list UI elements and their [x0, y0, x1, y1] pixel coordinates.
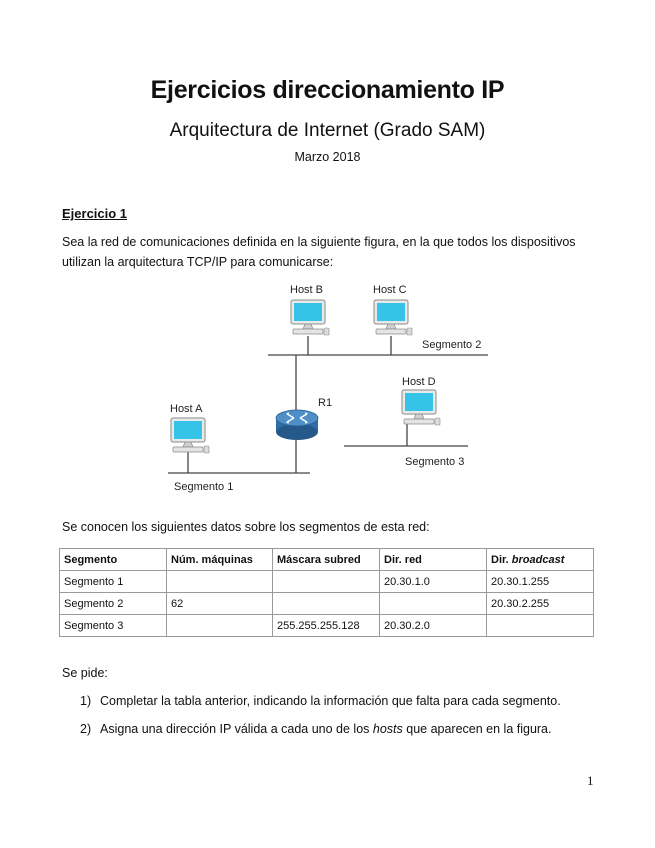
header-segment: Segmento	[60, 549, 167, 571]
task-number: 2)	[80, 722, 92, 736]
task-number: 1)	[80, 694, 92, 708]
router-label: R1	[318, 397, 333, 409]
list-item	[80, 721, 561, 749]
table-row	[60, 571, 594, 593]
cell-segment: Segmento 2	[60, 593, 167, 615]
router-icon	[276, 410, 318, 440]
asks-text: Se pide:	[62, 666, 108, 680]
host-d-label: Host D	[402, 376, 436, 388]
cell-net: 20.30.2.0	[380, 615, 487, 637]
exercise-intro: Sea la red de comunicaciones definida en la siguiente figura, en la que todos los dispositivos utilizan la arquitectura TCP/IP para comunicarse:	[62, 235, 576, 269]
cell-broadcast: 20.30.1.255	[487, 571, 594, 593]
cell-segment: Segmento 3	[60, 615, 167, 637]
cell-broadcast: 20.30.2.255	[487, 593, 594, 615]
host-c-computer-icon	[374, 300, 412, 335]
host-a-label: Host A	[170, 403, 203, 415]
cell-net	[380, 593, 487, 615]
host-a-computer-icon	[171, 418, 209, 453]
task-list	[80, 693, 561, 749]
header-hosts: Núm. máquinas	[167, 549, 273, 571]
cell-hosts	[167, 615, 273, 637]
table-row	[60, 615, 594, 637]
known-data-text: Se conocen los siguientes datos sobre los segmentos de esta red:	[62, 520, 430, 534]
cell-hosts: 62	[167, 593, 273, 615]
host-b-label: Host B	[290, 284, 324, 296]
host-d-computer-icon	[402, 390, 440, 425]
segments-table	[59, 548, 594, 637]
page-number: 1	[587, 773, 594, 788]
cell-mask	[273, 593, 380, 615]
cell-mask	[273, 571, 380, 593]
cell-segment: Segmento 1	[60, 571, 167, 593]
segment-1-label: Segmento 1	[174, 481, 234, 493]
host-c-label: Host C	[373, 284, 407, 296]
table-header-row	[60, 549, 594, 571]
list-item	[80, 693, 561, 721]
page-subtitle: Arquitectura de Internet (Grado SAM)	[169, 120, 486, 141]
table-row	[60, 593, 594, 615]
exercise-heading: Ejercicio 1	[62, 206, 128, 221]
header-broadcast: Dir. broadcast	[487, 549, 594, 571]
cell-hosts	[167, 571, 273, 593]
task-text-after: que aparecen en la figura.	[402, 722, 552, 736]
cell-mask: 255.255.255.128	[273, 615, 380, 637]
host-b-computer-icon	[291, 300, 329, 335]
segment-2-label: Segmento 2	[422, 339, 482, 351]
task-text: Asigna una dirección IP válida a cada uno de los	[100, 722, 373, 736]
task-italic: hosts	[372, 722, 403, 736]
task-text: Completar la tabla anterior, indicando la información que falta para cada segmento.	[100, 694, 561, 708]
network-diagram	[160, 280, 500, 495]
cell-net: 20.30.1.0	[380, 571, 487, 593]
header-net: Dir. red	[380, 549, 487, 571]
cell-broadcast	[487, 615, 594, 637]
page-title: Ejercicios direccionamiento IP	[150, 76, 505, 104]
header-mask: Máscara subred	[273, 549, 380, 571]
page-date: Marzo 2018	[294, 150, 361, 164]
segment-3-label: Segmento 3	[405, 456, 465, 468]
